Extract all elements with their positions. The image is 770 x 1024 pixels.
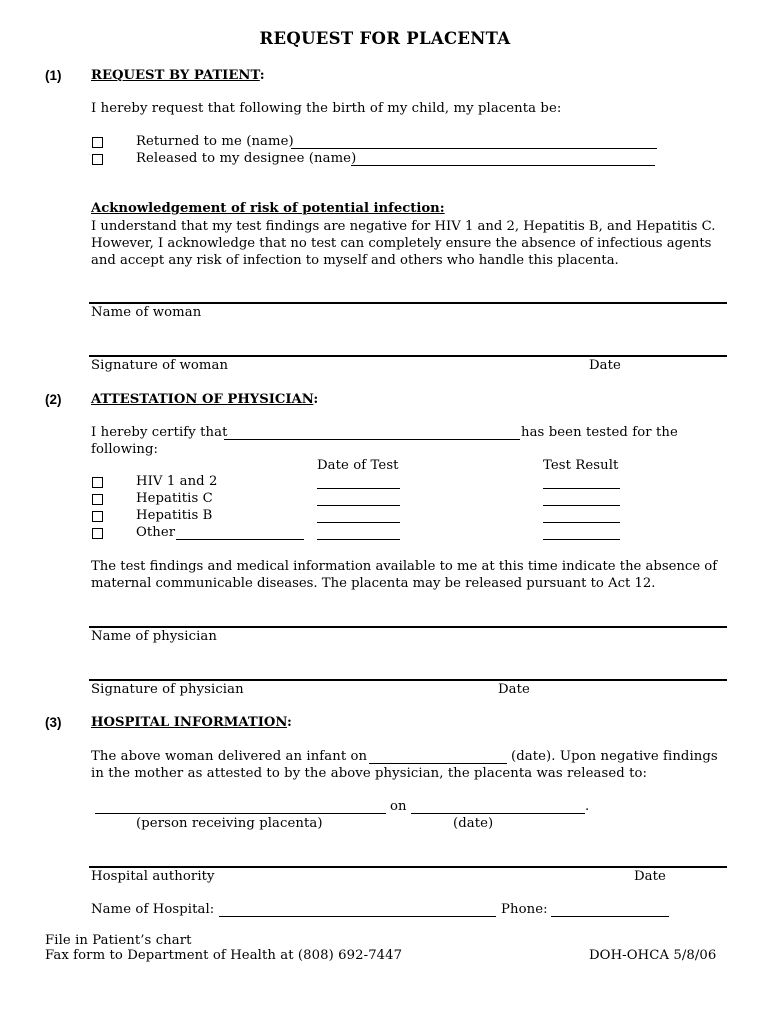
hepatitis-c-checkbox[interactable]	[92, 494, 103, 505]
woman-name-label: Name of woman	[91, 305, 202, 320]
delivery-date-field[interactable]	[369, 763, 507, 764]
person-receiving-caption: (person receiving placenta)	[136, 816, 323, 831]
certify-suffix: has been tested for the	[521, 425, 678, 440]
physician-name-label: Name of physician	[91, 629, 217, 644]
physician-date-label: Date	[498, 682, 530, 697]
woman-name-line[interactable]	[89, 302, 727, 304]
section-2-heading-text: ATTESTATION OF PHYSICIAN	[91, 392, 314, 407]
section-1-heading-colon: :	[259, 68, 265, 83]
other-checkbox[interactable]	[92, 528, 103, 539]
returned-name-field[interactable]	[291, 148, 657, 149]
acknowledgement-heading: Acknowledgement of risk of potential infection:	[91, 201, 445, 216]
date-of-test-header: Date of Test	[317, 458, 399, 473]
hepatitis-b-label: Hepatitis B	[136, 508, 213, 523]
release-date-caption: (date)	[453, 816, 494, 831]
hepatitis-b-date-field[interactable]	[317, 522, 400, 523]
returned-checkbox[interactable]	[92, 137, 103, 148]
release-date-field[interactable]	[411, 813, 585, 814]
hepatitis-b-result-field[interactable]	[543, 522, 620, 523]
certify-prefix: I hereby certify that	[91, 425, 228, 440]
certify-line-2: following:	[91, 442, 159, 457]
hospital-authority-date-label: Date	[634, 869, 666, 884]
other-label: Other	[136, 525, 176, 540]
acknowledgement-line: I understand that my test findings are negative for HIV 1 and 2, Hepatitis B, and Hepatitis C.	[91, 219, 716, 234]
acknowledgement-line: However, I acknowledge that no test can completely ensure the absence of infectious agents	[91, 236, 712, 251]
footer-form-id: DOH-OHCA 5/8/06	[589, 948, 717, 963]
woman-signature-label: Signature of woman	[91, 358, 229, 373]
physician-name-line[interactable]	[89, 626, 727, 628]
delivered-prefix: The above woman delivered an infant on	[91, 749, 368, 764]
designee-label: Released to my designee (name)	[136, 151, 357, 166]
delivered-line-2: in the mother as attested to by the above physician, the placenta was released to:	[91, 766, 648, 781]
woman-signature-line[interactable]	[89, 355, 727, 357]
section-3-number: (3)	[45, 715, 62, 730]
findings-text	[91, 558, 717, 592]
other-name-field[interactable]	[176, 539, 304, 540]
designee-name-field[interactable]	[351, 165, 655, 166]
section-2-number: (2)	[45, 392, 62, 407]
section-1-heading-text: REQUEST BY PATIENT	[91, 68, 260, 83]
hepatitis-b-checkbox[interactable]	[92, 511, 103, 522]
delivered-suffix: (date). Upon negative findings	[511, 749, 718, 764]
on-label: on	[390, 799, 407, 814]
returned-label: Returned to me (name)	[136, 134, 294, 149]
hepatitis-c-result-field[interactable]	[543, 505, 620, 506]
section-2-heading-colon: :	[313, 392, 319, 407]
hospital-authority-label: Hospital authority	[91, 869, 215, 884]
acknowledgement-text	[91, 218, 715, 269]
section-3-heading	[91, 715, 292, 730]
hepatitis-c-label: Hepatitis C	[136, 491, 213, 506]
release-date-period: .	[585, 799, 590, 814]
hospital-name-field[interactable]	[219, 916, 496, 917]
hiv-checkbox[interactable]	[92, 477, 103, 488]
hospital-authority-line[interactable]	[89, 866, 727, 868]
test-result-header: Test Result	[543, 458, 619, 473]
phone-label: Phone:	[501, 902, 548, 917]
woman-date-label: Date	[589, 358, 621, 373]
acknowledgement-line: and accept any risk of infection to myself and others who handle this placenta.	[91, 253, 619, 268]
footer-fax-note: Fax form to Department of Health at (808) 692-7447	[45, 948, 403, 963]
section-3-heading-colon: :	[286, 715, 292, 730]
hepatitis-c-date-field[interactable]	[317, 505, 400, 506]
other-result-field[interactable]	[543, 539, 620, 540]
patient-name-field[interactable]	[224, 439, 520, 440]
form-title: REQUEST FOR PLACENTA	[259, 29, 511, 48]
section-2-heading	[91, 392, 318, 407]
findings-line: maternal communicable diseases. The placenta may be released pursuant to Act 12.	[91, 576, 656, 591]
phone-field[interactable]	[551, 916, 669, 917]
hiv-label: HIV 1 and 2	[136, 474, 218, 489]
findings-line: The test findings and medical information available to me at this time indicate the absence of	[91, 559, 718, 574]
physician-signature-line[interactable]	[89, 679, 727, 681]
physician-signature-label: Signature of physician	[91, 682, 244, 697]
hiv-date-field[interactable]	[317, 488, 400, 489]
hospital-name-label: Name of Hospital:	[91, 902, 215, 917]
section-3-heading-text: HOSPITAL INFORMATION	[91, 715, 287, 730]
section-1-number: (1)	[45, 68, 62, 83]
designee-checkbox[interactable]	[92, 154, 103, 165]
request-intro: I hereby request that following the birth of my child, my placenta be:	[91, 101, 562, 116]
section-1-heading	[91, 68, 265, 83]
footer-file-note: File in Patient’s chart	[45, 933, 192, 948]
person-receiving-field[interactable]	[95, 813, 386, 814]
hiv-result-field[interactable]	[543, 488, 620, 489]
other-date-field[interactable]	[317, 539, 400, 540]
